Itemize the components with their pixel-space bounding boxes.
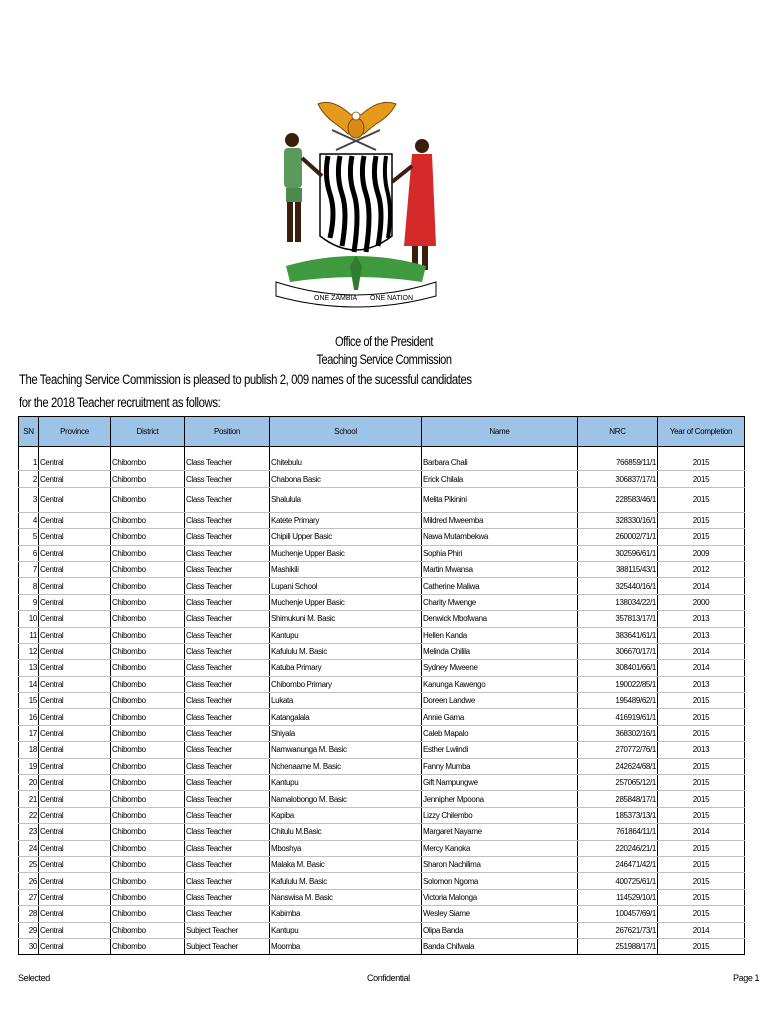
cell-position: Class Teacher: [185, 455, 270, 471]
table-row: [19, 889, 745, 905]
cell-district: Chibombo: [111, 529, 185, 545]
cell-school: Namalobongo M. Basic: [270, 791, 422, 807]
candidates-table: [18, 416, 745, 955]
cell-year: 2015: [658, 693, 745, 709]
cell-province: Central: [39, 824, 111, 840]
column-header: Position: [185, 417, 270, 447]
table-row: [19, 561, 745, 577]
cell-province: Central: [39, 709, 111, 725]
cell-position: Class Teacher: [185, 676, 270, 692]
cell-position: Class Teacher: [185, 775, 270, 791]
cell-position: Class Teacher: [185, 471, 270, 487]
woman-figure-icon: [392, 139, 436, 270]
cell-district: Chibombo: [111, 561, 185, 577]
cell-sn: 24: [19, 840, 39, 856]
cell-sn: 23: [19, 824, 39, 840]
cell-year: 2015: [658, 455, 745, 471]
cell-district: Chibombo: [111, 938, 185, 954]
cell-name: Charity Mwenge: [422, 594, 578, 610]
cell-year: 2015: [658, 471, 745, 487]
cell-nrc: 114529/10/1: [578, 889, 658, 905]
table-row: [19, 693, 745, 709]
office-title: Office of the President: [334, 334, 434, 349]
cell-name: Erick Chilala: [422, 471, 578, 487]
cell-sn: 7: [19, 561, 39, 577]
cell-name: Banda Chifwala: [422, 938, 578, 954]
spacer-row: [19, 447, 745, 456]
cell-district: Chibombo: [111, 742, 185, 758]
intro-line-2: for the 2018 Teacher recruitment as follows:: [19, 395, 221, 410]
cell-nrc: 228583/46/1: [578, 487, 658, 512]
cell-sn: 1: [19, 455, 39, 471]
table-row: [19, 938, 745, 954]
cell-year: 2012: [658, 561, 745, 577]
table-row: [19, 775, 745, 791]
table-row: [19, 487, 745, 512]
cell-district: Chibombo: [111, 791, 185, 807]
cell-nrc: 257065/12/1: [578, 775, 658, 791]
cell-school: Muchenje Upper Basic: [270, 594, 422, 610]
cell-sn: 12: [19, 643, 39, 659]
cell-school: Kantupu: [270, 922, 422, 938]
cell-nrc: 185373/13/1: [578, 807, 658, 823]
cell-sn: 30: [19, 938, 39, 954]
table-body: [19, 447, 745, 955]
cell-sn: 9: [19, 594, 39, 610]
cell-position: Class Teacher: [185, 873, 270, 889]
cell-district: Chibombo: [111, 512, 185, 528]
cell-school: Shalulula: [270, 487, 422, 512]
cell-year: 2015: [658, 889, 745, 905]
cell-nrc: 766859/11/1: [578, 455, 658, 471]
cell-sn: 13: [19, 660, 39, 676]
svg-text:ONE ZAMBIA: ONE ZAMBIA: [314, 295, 358, 302]
cell-name: Nawa Mutambekwa: [422, 529, 578, 545]
cell-nrc: 328330/16/1: [578, 512, 658, 528]
cell-nrc: 388115/43/1: [578, 561, 658, 577]
table-row: [19, 578, 745, 594]
cell-year: 2015: [658, 840, 745, 856]
cell-school: Chibombo Primary: [270, 676, 422, 692]
cell-year: 2009: [658, 545, 745, 561]
cell-province: Central: [39, 455, 111, 471]
cell-sn: 22: [19, 807, 39, 823]
cell-position: Class Teacher: [185, 660, 270, 676]
footer-center: Confidential: [367, 973, 410, 983]
cell-school: Shimukuni M. Basic: [270, 611, 422, 627]
cell-year: 2014: [658, 824, 745, 840]
table-row: [19, 660, 745, 676]
cell-year: 2015: [658, 775, 745, 791]
cell-school: Mboshya: [270, 840, 422, 856]
cell-district: Chibombo: [111, 693, 185, 709]
cell-name: Margaret Nayame: [422, 824, 578, 840]
cell-year: 2015: [658, 709, 745, 725]
cell-position: Class Teacher: [185, 529, 270, 545]
cell-sn: 21: [19, 791, 39, 807]
cell-nrc: 100457/69/1: [578, 906, 658, 922]
cell-position: Class Teacher: [185, 487, 270, 512]
eagle-icon: [318, 102, 396, 138]
cell-province: Central: [39, 611, 111, 627]
cell-year: 2014: [658, 660, 745, 676]
cell-province: Central: [39, 758, 111, 774]
table-row: [19, 611, 745, 627]
cell-district: Chibombo: [111, 873, 185, 889]
cell-name: Mercy Kanoka: [422, 840, 578, 856]
cell-name: Kanunga Kawengo: [422, 676, 578, 692]
cell-name: Gift Nampungwe: [422, 775, 578, 791]
cell-district: Chibombo: [111, 889, 185, 905]
cell-district: Chibombo: [111, 643, 185, 659]
table-row: [19, 840, 745, 856]
cell-year: 2013: [658, 742, 745, 758]
cell-position: Class Teacher: [185, 725, 270, 741]
cell-name: Caleb Mapalo: [422, 725, 578, 741]
cell-sn: 19: [19, 758, 39, 774]
column-header: NRC: [578, 417, 658, 447]
cell-province: Central: [39, 725, 111, 741]
cell-position: Class Teacher: [185, 561, 270, 577]
cell-sn: 6: [19, 545, 39, 561]
cell-school: Chipili Upper Basic: [270, 529, 422, 545]
cell-sn: 26: [19, 873, 39, 889]
cell-district: Chibombo: [111, 856, 185, 872]
table-row: [19, 643, 745, 659]
cell-position: Class Teacher: [185, 709, 270, 725]
cell-province: Central: [39, 873, 111, 889]
cell-district: Chibombo: [111, 824, 185, 840]
cell-province: Central: [39, 561, 111, 577]
cell-province: Central: [39, 742, 111, 758]
cell-name: Barbara Chali: [422, 455, 578, 471]
cell-year: 2015: [658, 807, 745, 823]
cell-name: Sophia Phiri: [422, 545, 578, 561]
cell-year: 2000: [658, 594, 745, 610]
cell-province: Central: [39, 906, 111, 922]
table-row: [19, 512, 745, 528]
cell-year: 2014: [658, 922, 745, 938]
cell-name: Olipa Banda: [422, 922, 578, 938]
cell-province: Central: [39, 889, 111, 905]
cell-district: Chibombo: [111, 545, 185, 561]
cell-nrc: 302596/61/1: [578, 545, 658, 561]
cell-year: 2015: [658, 856, 745, 872]
table-row: [19, 791, 745, 807]
column-header: Year of Completion: [658, 417, 745, 447]
column-header: Name: [422, 417, 578, 447]
cell-school: Kapiba: [270, 807, 422, 823]
cell-sn: 28: [19, 906, 39, 922]
cell-position: Class Teacher: [185, 627, 270, 643]
cell-year: 2015: [658, 758, 745, 774]
cell-name: Esther Lwiindi: [422, 742, 578, 758]
table-row: [19, 922, 745, 938]
cell-school: Shiyala: [270, 725, 422, 741]
cell-nrc: 242624/68/1: [578, 758, 658, 774]
cell-province: Central: [39, 529, 111, 545]
cell-nrc: 416919/61/1: [578, 709, 658, 725]
table-row: [19, 709, 745, 725]
cell-year: 2013: [658, 627, 745, 643]
cell-name: Sharon Nachilima: [422, 856, 578, 872]
cell-name: Victoria Malonga: [422, 889, 578, 905]
table-row: [19, 627, 745, 643]
cell-position: Class Teacher: [185, 611, 270, 627]
cell-district: Chibombo: [111, 611, 185, 627]
cell-province: Central: [39, 643, 111, 659]
cell-name: Melita Pikinini: [422, 487, 578, 512]
cell-district: Chibombo: [111, 709, 185, 725]
cell-nrc: 260002/71/1: [578, 529, 658, 545]
cell-nrc: 246471/42/1: [578, 856, 658, 872]
cell-school: Kabimba: [270, 906, 422, 922]
table-row: [19, 725, 745, 741]
cell-name: Martin Mwansa: [422, 561, 578, 577]
cell-province: Central: [39, 660, 111, 676]
cell-province: Central: [39, 578, 111, 594]
table-row: [19, 545, 745, 561]
cell-school: Muchenje Upper Basic: [270, 545, 422, 561]
cell-district: Chibombo: [111, 455, 185, 471]
cell-school: Moomba: [270, 938, 422, 954]
cell-district: Chibombo: [111, 725, 185, 741]
cell-province: Central: [39, 856, 111, 872]
cell-school: Malaka M. Basic: [270, 856, 422, 872]
cell-year: 2014: [658, 578, 745, 594]
cell-province: Central: [39, 594, 111, 610]
footer-left: Selected: [18, 973, 50, 983]
cell-school: Katuba Primary: [270, 660, 422, 676]
cell-province: Central: [39, 545, 111, 561]
cell-name: Hellen Kanda: [422, 627, 578, 643]
cell-nrc: 220246/21/1: [578, 840, 658, 856]
cell-nrc: 251988/17/1: [578, 938, 658, 954]
cell-province: Central: [39, 627, 111, 643]
cell-sn: 18: [19, 742, 39, 758]
cell-province: Central: [39, 487, 111, 512]
column-header: School: [270, 417, 422, 447]
cell-nrc: 383641/61/1: [578, 627, 658, 643]
cell-nrc: 368302/16/1: [578, 725, 658, 741]
cell-sn: 8: [19, 578, 39, 594]
cell-school: Kafululu M. Basic: [270, 643, 422, 659]
cell-school: Kafululu M. Basic: [270, 873, 422, 889]
cell-district: Chibombo: [111, 594, 185, 610]
cell-year: 2015: [658, 906, 745, 922]
cell-district: Chibombo: [111, 922, 185, 938]
cell-district: Chibombo: [111, 807, 185, 823]
cell-position: Class Teacher: [185, 545, 270, 561]
cell-district: Chibombo: [111, 627, 185, 643]
cell-position: Class Teacher: [185, 840, 270, 856]
cell-name: Fanny Mumba: [422, 758, 578, 774]
cell-province: Central: [39, 840, 111, 856]
shield-icon: [320, 154, 392, 252]
cell-province: Central: [39, 938, 111, 954]
table-row: [19, 471, 745, 487]
cell-year: 2013: [658, 611, 745, 627]
cell-district: Chibombo: [111, 775, 185, 791]
cell-sn: 20: [19, 775, 39, 791]
cell-school: Lukata: [270, 693, 422, 709]
cell-position: Class Teacher: [185, 578, 270, 594]
cell-name: Wesley Siame: [422, 906, 578, 922]
cell-sn: 25: [19, 856, 39, 872]
cell-year: 2015: [658, 487, 745, 512]
cell-province: Central: [39, 512, 111, 528]
cell-position: Class Teacher: [185, 742, 270, 758]
cell-school: Chabona Basic: [270, 471, 422, 487]
cell-nrc: 270772/76/1: [578, 742, 658, 758]
cell-province: Central: [39, 791, 111, 807]
cell-nrc: 306837/17/1: [578, 471, 658, 487]
cell-nrc: 195489/62/1: [578, 693, 658, 709]
cell-school: Lupani School: [270, 578, 422, 594]
cell-position: Class Teacher: [185, 906, 270, 922]
cell-district: Chibombo: [111, 660, 185, 676]
cell-province: Central: [39, 775, 111, 791]
cell-sn: 14: [19, 676, 39, 692]
cell-position: Class Teacher: [185, 856, 270, 872]
cell-nrc: 190022/85/1: [578, 676, 658, 692]
cell-year: 2015: [658, 873, 745, 889]
cell-position: Class Teacher: [185, 693, 270, 709]
cell-district: Chibombo: [111, 578, 185, 594]
cell-sn: 3: [19, 487, 39, 512]
cell-nrc: 357813/17/1: [578, 611, 658, 627]
table-row: [19, 455, 745, 471]
cell-position: Class Teacher: [185, 807, 270, 823]
cell-sn: 5: [19, 529, 39, 545]
man-figure-icon: [284, 133, 322, 242]
cell-position: Class Teacher: [185, 643, 270, 659]
cell-sn: 10: [19, 611, 39, 627]
cell-school: Mashikili: [270, 561, 422, 577]
cell-year: 2015: [658, 725, 745, 741]
table-row: [19, 824, 745, 840]
cell-name: Mildred Mweemba: [422, 512, 578, 528]
cell-position: Class Teacher: [185, 824, 270, 840]
cell-year: 2013: [658, 676, 745, 692]
svg-text:ONE NATION: ONE NATION: [370, 295, 414, 302]
cell-school: Katete Primary: [270, 512, 422, 528]
cell-nrc: 267621/73/1: [578, 922, 658, 938]
cell-name: Solomon Ngoma: [422, 873, 578, 889]
cell-name: Doreen Landwe: [422, 693, 578, 709]
cell-name: Melinda Chilila: [422, 643, 578, 659]
table-row: [19, 529, 745, 545]
table-row: [19, 758, 745, 774]
cell-position: Subject Teacher: [185, 922, 270, 938]
cell-position: Class Teacher: [185, 758, 270, 774]
cell-name: Denwick Mbofwana: [422, 611, 578, 627]
table-row: [19, 807, 745, 823]
table-header-row: [19, 417, 745, 447]
cell-province: Central: [39, 693, 111, 709]
table-row: [19, 856, 745, 872]
cell-nrc: 306670/17/1: [578, 643, 658, 659]
cell-sn: 29: [19, 922, 39, 938]
coat-of-arms-icon: [272, 96, 440, 308]
cell-position: Class Teacher: [185, 791, 270, 807]
cell-position: Class Teacher: [185, 594, 270, 610]
cell-school: Kantupu: [270, 775, 422, 791]
cell-nrc: 285848/17/1: [578, 791, 658, 807]
table-row: [19, 906, 745, 922]
cell-nrc: 761864/11/1: [578, 824, 658, 840]
commission-title: Teaching Service Commission: [316, 352, 452, 367]
cell-school: Chitulu M.Basic: [270, 824, 422, 840]
cell-nrc: 308401/66/1: [578, 660, 658, 676]
cell-sn: 2: [19, 471, 39, 487]
cell-district: Chibombo: [111, 758, 185, 774]
cell-position: Class Teacher: [185, 512, 270, 528]
cell-nrc: 138034/22/1: [578, 594, 658, 610]
cell-name: Sydney Mweene: [422, 660, 578, 676]
footer-right: Page 1: [733, 973, 760, 983]
cell-school: Kantupu: [270, 627, 422, 643]
column-header: SN: [19, 417, 39, 447]
cell-name: Jennipher Mpoona: [422, 791, 578, 807]
column-header: Province: [39, 417, 111, 447]
cell-sn: 15: [19, 693, 39, 709]
cell-school: Namwanunga M. Basic: [270, 742, 422, 758]
cell-year: 2015: [658, 938, 745, 954]
cell-district: Chibombo: [111, 487, 185, 512]
cell-district: Chibombo: [111, 906, 185, 922]
cell-year: 2015: [658, 512, 745, 528]
cell-school: Katangalala: [270, 709, 422, 725]
cell-province: Central: [39, 471, 111, 487]
table-row: [19, 676, 745, 692]
cell-district: Chibombo: [111, 676, 185, 692]
cell-district: Chibombo: [111, 840, 185, 856]
cell-name: Annie Gama: [422, 709, 578, 725]
cell-district: Chibombo: [111, 471, 185, 487]
cell-school: Nchenaame M. Basic: [270, 758, 422, 774]
cell-position: Class Teacher: [185, 889, 270, 905]
table-row: [19, 594, 745, 610]
cell-nrc: 400725/61/1: [578, 873, 658, 889]
cell-name: Lizzy Chilembo: [422, 807, 578, 823]
cell-name: Catherine Maliwa: [422, 578, 578, 594]
cell-year: 2015: [658, 529, 745, 545]
cell-province: Central: [39, 807, 111, 823]
cell-sn: 17: [19, 725, 39, 741]
cell-position: Subject Teacher: [185, 938, 270, 954]
cell-year: 2014: [658, 643, 745, 659]
column-header: District: [111, 417, 185, 447]
cell-sn: 4: [19, 512, 39, 528]
table-row: [19, 873, 745, 889]
cell-nrc: 325440/16/1: [578, 578, 658, 594]
cell-year: 2015: [658, 791, 745, 807]
cell-sn: 11: [19, 627, 39, 643]
cell-province: Central: [39, 676, 111, 692]
cell-province: Central: [39, 922, 111, 938]
intro-line-1: The Teaching Service Commission is pleased to publish 2, 009 names of the sucessful candidates: [19, 372, 472, 387]
cell-sn: 16: [19, 709, 39, 725]
table-row: [19, 742, 745, 758]
cell-school: Chitebulu: [270, 455, 422, 471]
cell-school: Nanswisa M. Basic: [270, 889, 422, 905]
cell-sn: 27: [19, 889, 39, 905]
